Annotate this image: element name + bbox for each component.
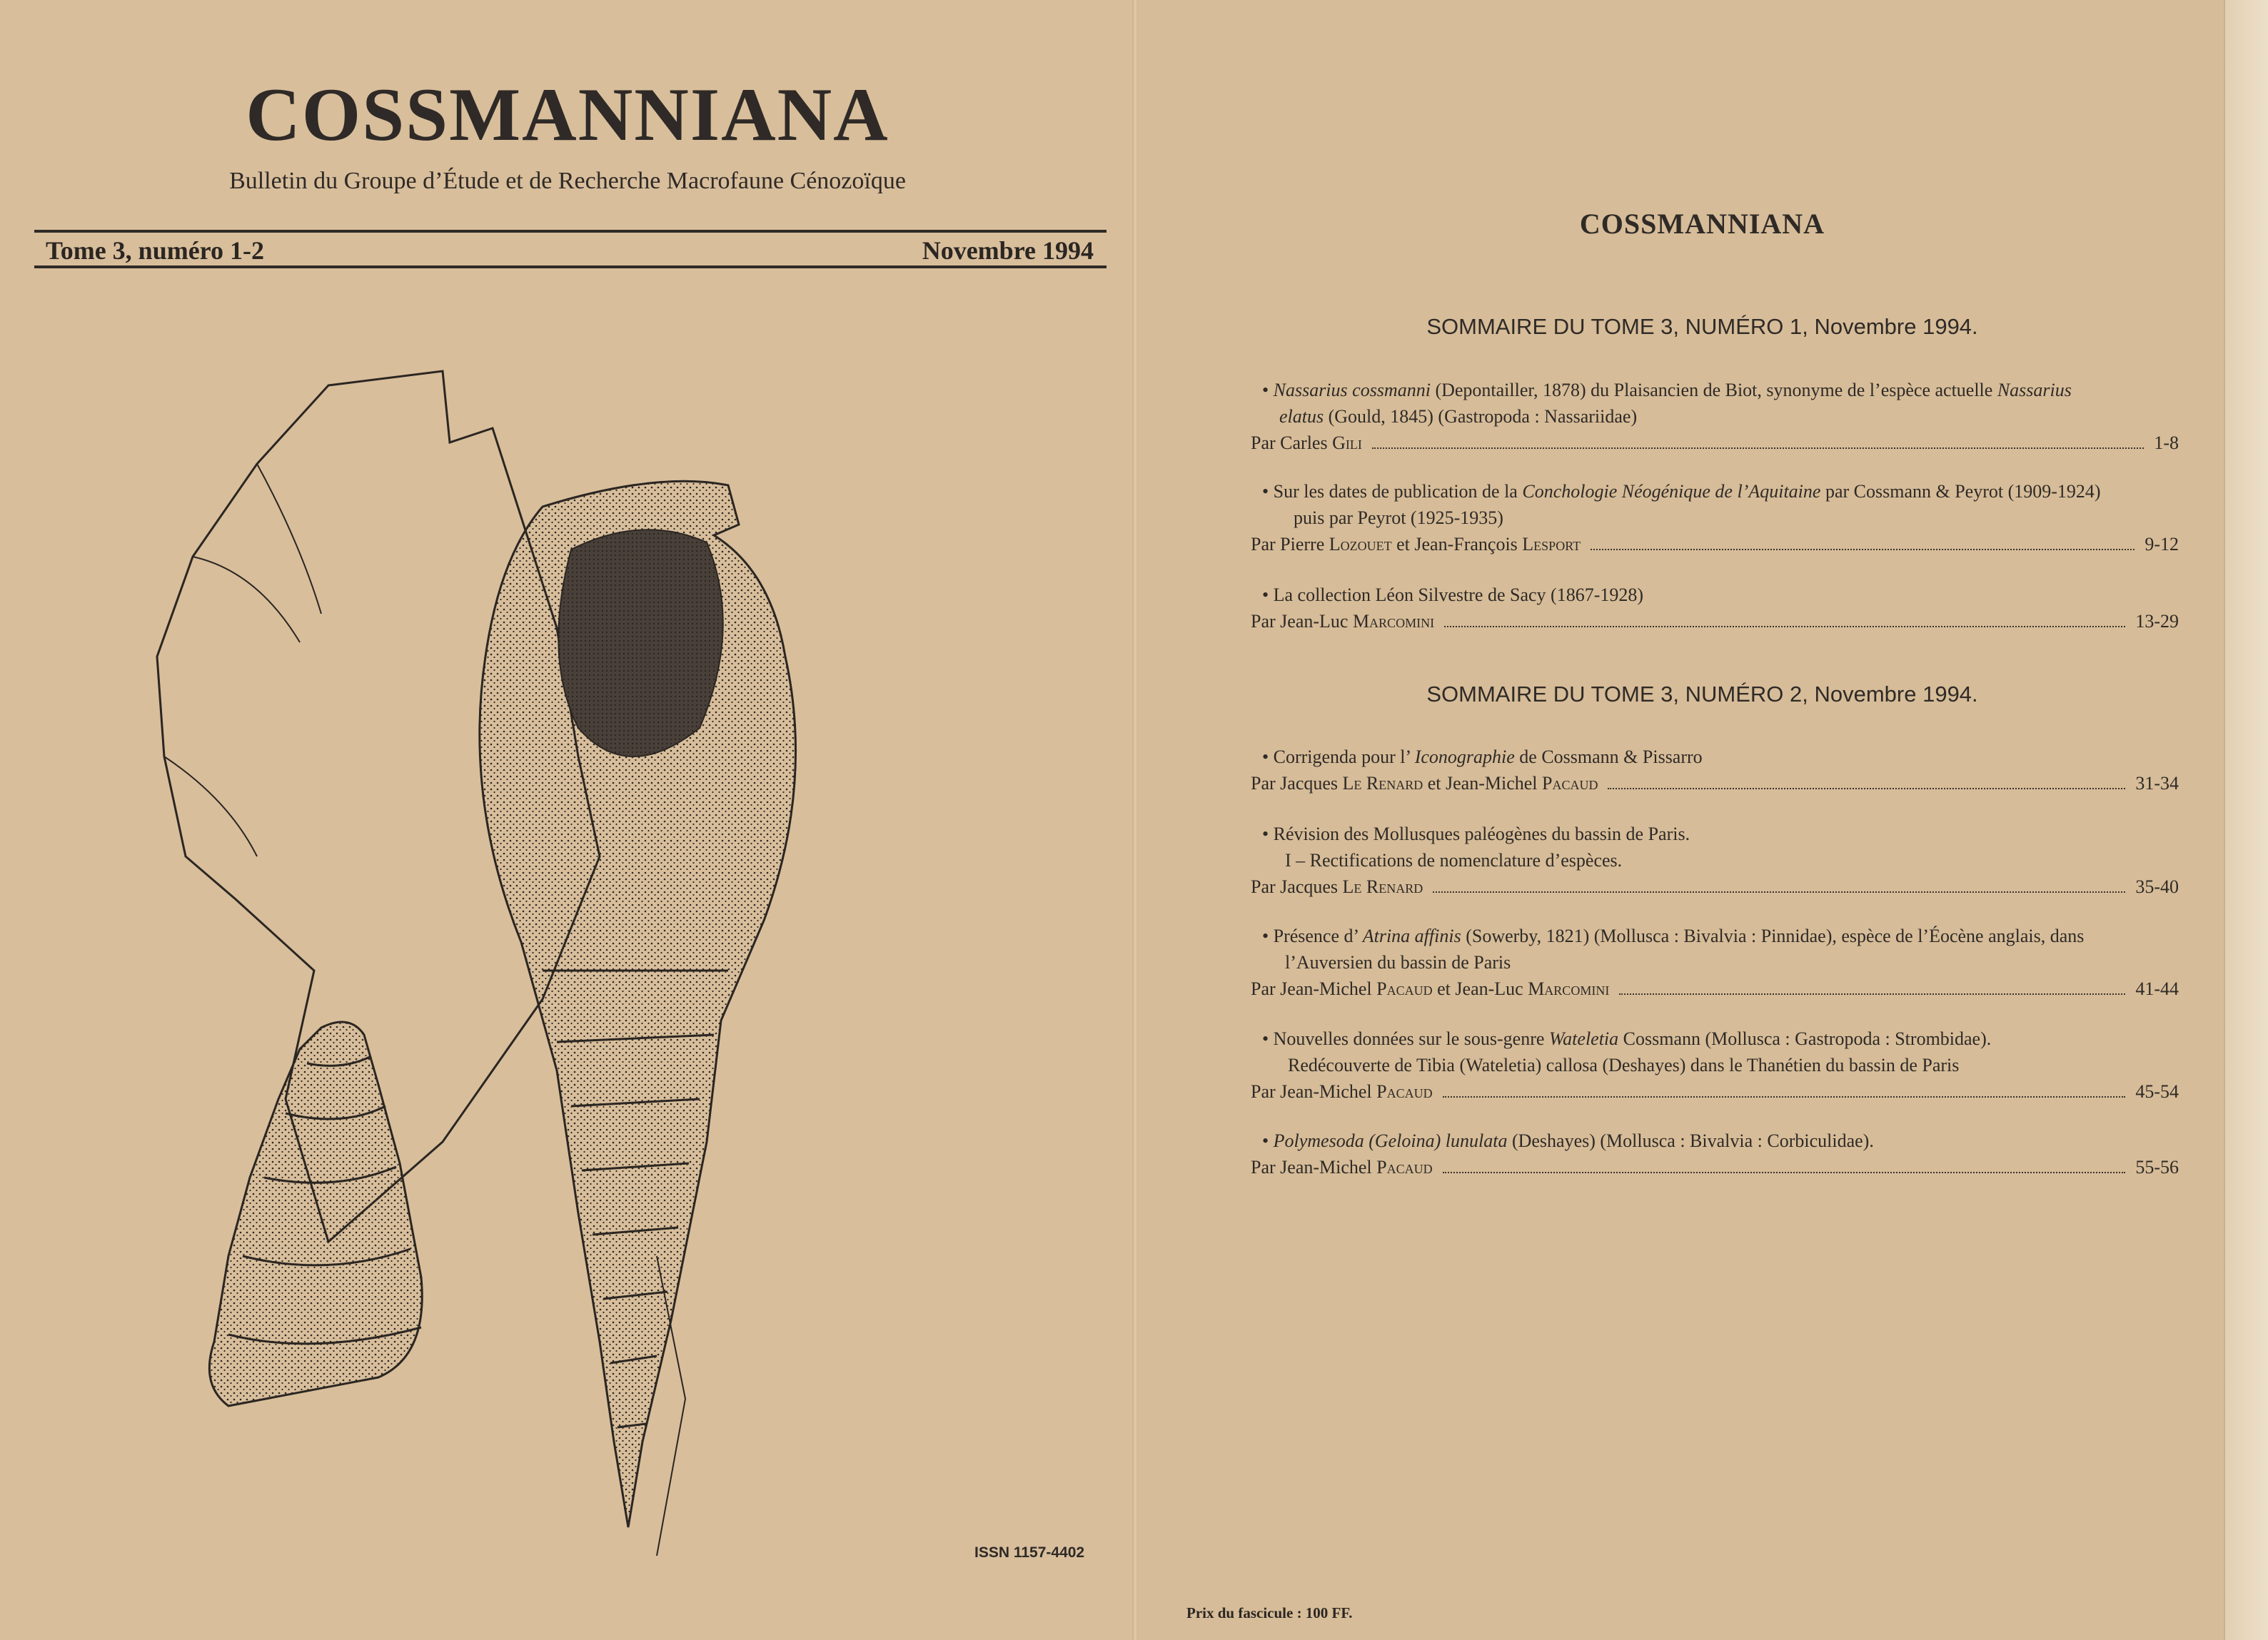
toc-byline: Par Jean-Luc Marcomini 13-29: [1251, 608, 2179, 634]
page-edge-strip: [2224, 0, 2268, 1640]
toc-byline: Par Pierre Lozouet et Jean-François Lesport 9-12: [1251, 531, 2179, 557]
top-rule: [34, 230, 1107, 233]
toc-byline: Par Jean-Michel Pacaud 45-54: [1251, 1078, 2179, 1105]
page-range: 35-40: [2135, 876, 2179, 897]
contents-page: [1136, 0, 2268, 1640]
fossil-shells-illustration: [143, 357, 964, 1556]
issn: ISSN 1157-4402: [974, 1544, 1085, 1561]
toc-byline: Par Carles Gili 1-8: [1251, 430, 2179, 456]
toc-byline: Par Jacques Le Renard et Jean-Michel Pacaud 31-34: [1251, 770, 2179, 796]
cover-subtitle: Bulletin du Groupe d’Étude et de Recherche Macrofaune Cénozoïque: [229, 168, 906, 194]
page-range: 13-29: [2135, 611, 2179, 632]
cover-title: COSSMANNIANA: [246, 73, 889, 156]
page-range: 55-56: [2135, 1157, 2179, 1178]
toc-byline: Par Jean-Michel Pacaud 55-56: [1251, 1154, 2179, 1180]
toc-entry: • Révision des Mollusques paléogènes du bassin de Paris. I – Rectifications de nomenclature d’espèces. Par Jacques Le Renard 35-40: [1251, 821, 2179, 900]
page-range: 9-12: [2144, 534, 2179, 555]
bottom-rule: [34, 265, 1107, 268]
page-range: 41-44: [2135, 978, 2179, 999]
issue-price: Prix du fascicule : 100 FF.: [1186, 1604, 1353, 1621]
toc-entry: • Nassarius cossmanni (Depontailler, 1878) du Plaisancien de Biot, synonyme de l’espèce actuelle Nassarius elatus (Gould, 1845) (Gastropoda : Nassariidae) Par Carles Gili 1-8: [1251, 377, 2179, 456]
toc-entry: • Polymesoda (Geloina) lunulata (Deshayes) (Mollusca : Bivalvia : Corbiculidae). Par Jean-Michel Pacaud 55-56: [1251, 1128, 2179, 1180]
contents-title: COSSMANNIANA: [1579, 208, 1825, 240]
toc-entry: • La collection Léon Silvestre de Sacy (1867-1928) Par Jean-Luc Marcomini 13-29: [1251, 582, 2179, 634]
toc-entry: • Sur les dates de publication de la Conchologie Néogénique de l’Aquitaine par Cossmann & Peyrot (1909-1924) puis par Peyrot (1925-1935) Par Pierre Lozouet et Jean-François Lesport 9-12: [1251, 478, 2179, 557]
issue-date: Novembre 1994: [922, 236, 1094, 265]
section-heading-1: SOMMAIRE DU TOME 3, NUMÉRO 1, Novembre 1994.: [1426, 314, 1978, 339]
toc-entry: • Présence d’ Atrina affinis (Sowerby, 1821) (Mollusca : Bivalvia : Pinnidae), espèce de l’Éocène anglais, dans l’Auversien du bassin de Paris Par Jean-Michel Pacaud et Jean-Luc Marcomini 41-44: [1251, 923, 2179, 1002]
toc-entry: • Nouvelles données sur le sous-genre Wateletia Cossmann (Mollusca : Gastropoda : Strombidae). Redécouverte de Tibia (Wateletia) callosa (Deshayes) dans le Thanétien du bassin de Paris Par Jean-Michel Pacaud 45-54: [1251, 1026, 2179, 1105]
issue-number: Tome 3, numéro 1-2: [46, 236, 264, 265]
toc-byline: Par Jacques Le Renard 35-40: [1251, 874, 2179, 900]
page-range: 1-8: [2154, 432, 2179, 453]
page-range: 45-54: [2135, 1081, 2179, 1102]
section-heading-2: SOMMAIRE DU TOME 3, NUMÉRO 2, Novembre 1994.: [1426, 682, 1978, 707]
small-shell: [209, 1022, 422, 1406]
toc-byline: Par Jean-Michel Pacaud et Jean-Luc Marcomini 41-44: [1251, 976, 2179, 1002]
toc-entry: • Corrigenda pour l’ Iconographie de Cossmann & Pissarro Par Jacques Le Renard et Jean-Michel Pacaud 31-34: [1251, 744, 2179, 796]
page-range: 31-34: [2135, 773, 2179, 794]
